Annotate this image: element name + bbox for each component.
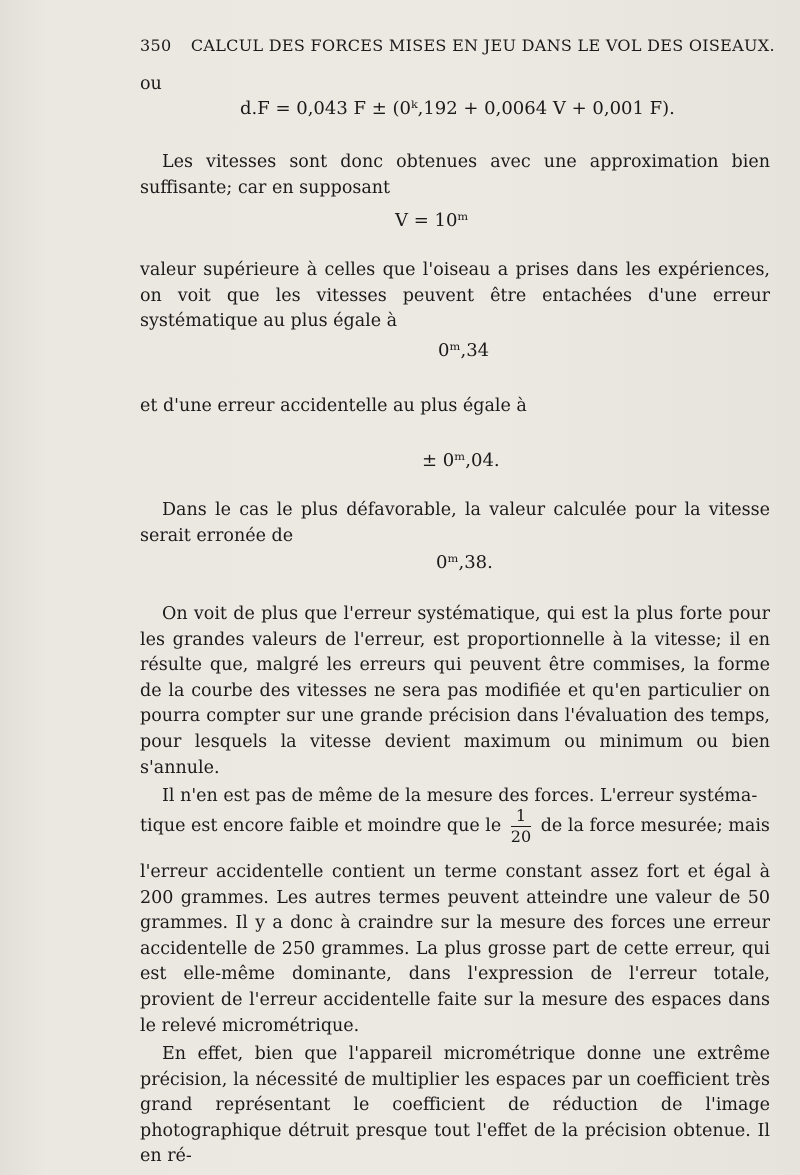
paragraph-6-line-1: Il n'en est pas de même de la mesure des forces. L'erreur systéma-	[162, 786, 758, 806]
equation-dF: d.F = 0,043 F ± (0ᵏ,192 + 0,0064 V + 0,001 F).	[240, 98, 675, 119]
paragraph-3: et d'une erreur accidentelle au plus égale à	[140, 396, 527, 416]
paragraph-5: On voit de plus que l'erreur systématique, qui est la plus forte pour les grandes valeurs de l'erreur, est proportionnelle à la vitesse; il en résulte que, malgré les erreurs qui peuvent être commises, la forme de la courbe des vitesses ne sera pas modifiée et qu'en particulier on pourra compter sur une grande précision dans l'évaluation des temps, pour lesquels la vitesse devient maximum ou minimum ou bien s'annule.	[140, 604, 770, 778]
text-after-fraction: de la force mesurée; mais	[540, 816, 770, 836]
running-header	[140, 36, 775, 55]
paragraph-2: valeur supérieure à celles que l'oiseau a prises dans les expériences, on voit que les vitesses peuvent être entachées d'une erreur systématique au plus égale à	[140, 260, 770, 332]
paragraph-1: Les vitesses sont donc obtenues avec une approximation bien suffisante; car en supposant	[140, 152, 770, 198]
paragraph-6-rest: l'erreur accidentelle contient un terme constant assez fort et égal à 200 grammes. Les autres termes peuvent atteindre une valeur de 50 grammes. Il y a donc à craindre sur la mesure des forces une erreur accidentelle de 250 grammes. La plus grosse part de cette erreur, qui est elle-même dominante, dans l'expression de l'erreur totale, provient de l'erreur accidentelle faite sur la mesure des espaces dans le relevé micrométrique.	[140, 862, 770, 1036]
fraction-one-twentieth	[511, 808, 531, 845]
equation-038: 0ᵐ,38.	[436, 552, 493, 573]
text-before-fraction: tique est encore faible et moindre que le	[140, 816, 502, 836]
paragraph-7: En effet, bien que l'appareil micrométrique donne une extrême précision, la nécessité de multiplier les espaces par un coefficient très grand représentant le coefficient de réduction de l'image photographique détruit presque tout l'effet de la précision obtenue. Il en ré-	[140, 1044, 770, 1167]
equation-004: ± 0ᵐ,04.	[422, 450, 500, 471]
equation-034: 0ᵐ,34	[438, 340, 490, 361]
word-ou: ou	[140, 74, 162, 94]
page-number: 350	[140, 36, 172, 55]
paragraph-4: Dans le cas le plus défavorable, la valeur calculée pour la vitesse serait erronée de	[140, 500, 770, 546]
running-title: CALCUL DES FORCES MISES EN JEU DANS LE VOL DES OISEAUX.	[190, 36, 775, 55]
paragraph-6-line-2	[140, 808, 770, 845]
fraction-denominator: 20	[510, 827, 532, 846]
equation-V: V = 10ᵐ	[395, 210, 469, 231]
fraction-numerator: 1	[511, 808, 531, 827]
